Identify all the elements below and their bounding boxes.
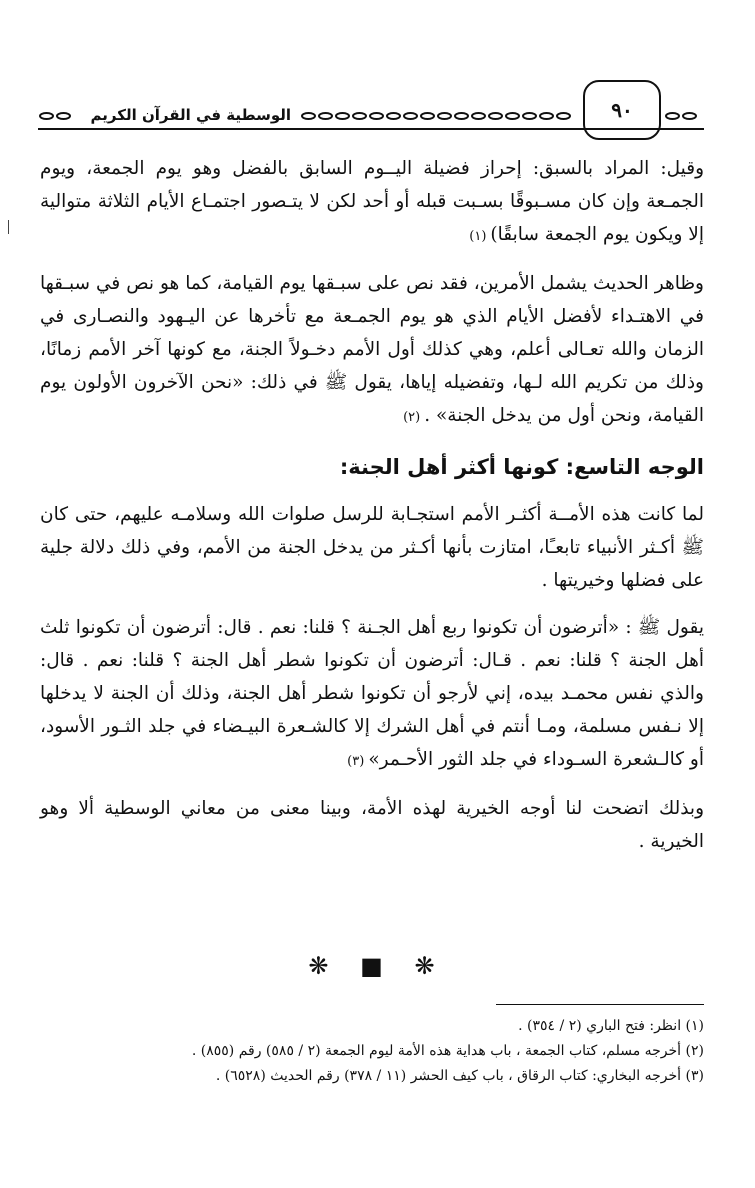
footnote: (٢) أخرجه مسلم، كتاب الجمعة ، باب هداية هذه الأمة ليوم الجمعة (٢ / ٥٨٥) رقم (٨٥٥) .	[191, 1043, 704, 1059]
footnote: (١) انظر: فتح الباري (٢ / ٣٥٤) .	[518, 1018, 704, 1034]
footnotes	[40, 1014, 704, 1089]
footnote-ref: (٢)	[403, 410, 421, 425]
paragraph: وظاهر الحديث يشمل الأمرين، فقد نص على سبـقها يوم القيامة، كما هو نص في سبـقها في الاهتـداء لأفضل الأيام الذي هو يوم الجمـعة مع تأخرها عن اليـهود والنصـارى في الزمان والله تعـالى أعلم، وهي كذلك أول الأمم دخـولاً الجنة، مع كونها آخر الأمم زمانًا، وذلك من تكريم الله لـها، وتفضيله إياها، يقول ﷺ في ذلك: «نحن الآخرون الأولون يوم القيامة، ونحن أول من يدخل الجنة» .(٢)	[40, 273, 704, 426]
running-title: الوسطية في القرآن الكريم	[90, 106, 291, 124]
header-ornament-right	[664, 110, 706, 120]
header-ornament-middle	[300, 110, 576, 120]
page-header	[38, 80, 704, 142]
page-number: ٩٠	[583, 80, 661, 140]
section-end-ornament: ❋ ■ ❋	[308, 952, 447, 980]
header-rule	[38, 128, 704, 130]
footnote: (٣) أخرجه البخاري: كتاب الرقاق ، باب كيف الحشر (١١ / ٣٧٨) رقم الحديث (٦٥٢٨) .	[215, 1068, 704, 1084]
paragraph: يقول ﷺ : «أترضون أن تكونوا ربع أهل الجـنة ؟ قلنا: نعم . قال: أترضون أن تكونوا ثلث أهل الجنة ؟ قلنا: نعم . قـال: أترضون أن تكونوا شطر أهل الجنة ؟ قلنا: نعم . قال: والذي نفس محمـد بيده، إني لأرجو أن تكونوا شطر أهل الجنة، وذلك أن الجنة لا يدخلها إلا نـفس مسلمة، ومـا أنتم في أهل الشرك إلا كالشـعرة البيـضاء في جلد الثـور الأسود، أو كالـشعرة السـوداء في جلد الثور الأحـمر»(٣)	[40, 617, 704, 770]
paragraph: وبذلك اتضحت لنا أوجه الخيرية لهذه الأمة، وبينا معنى من معاني الوسطية ألا وهو الخيرية .	[40, 798, 704, 852]
footnote-separator	[496, 1004, 704, 1005]
section-heading: الوجه التاسع: كونها أكثر أهل الجنة:	[339, 455, 704, 479]
margin-mark	[8, 220, 9, 234]
paragraph: لما كانت هذه الأمــة أكثـر الأمم استجـابة للرسل صلوات الله وسلامـه عليهم، حتى كان ﷺ أكـثر الأنبياء تابعـًا، امتازت بأنها أكـثر من يدخل الجنة من الأمم، وفي ذلك دلالة جلية على فضلها وخيريتها .	[40, 504, 704, 591]
footnote-ref: (١)	[469, 229, 487, 244]
footnote-ref: (٣)	[347, 754, 365, 769]
paragraph: وقيل: المراد بالسبق: إحراز فضيلة اليــوم السابق بالفضل وهو يوم الجمعة، ويوم الجمـعة وإن كان مسـبوقًا بسـبت قبله أو أحد لكن لا يتـصور اجتمـاع الأيام الثلاثة متوالية إلا ويكون يوم الجمعة سابقًا)(١)	[40, 158, 704, 245]
main-text	[40, 152, 704, 872]
header-ornament-left	[38, 110, 90, 120]
